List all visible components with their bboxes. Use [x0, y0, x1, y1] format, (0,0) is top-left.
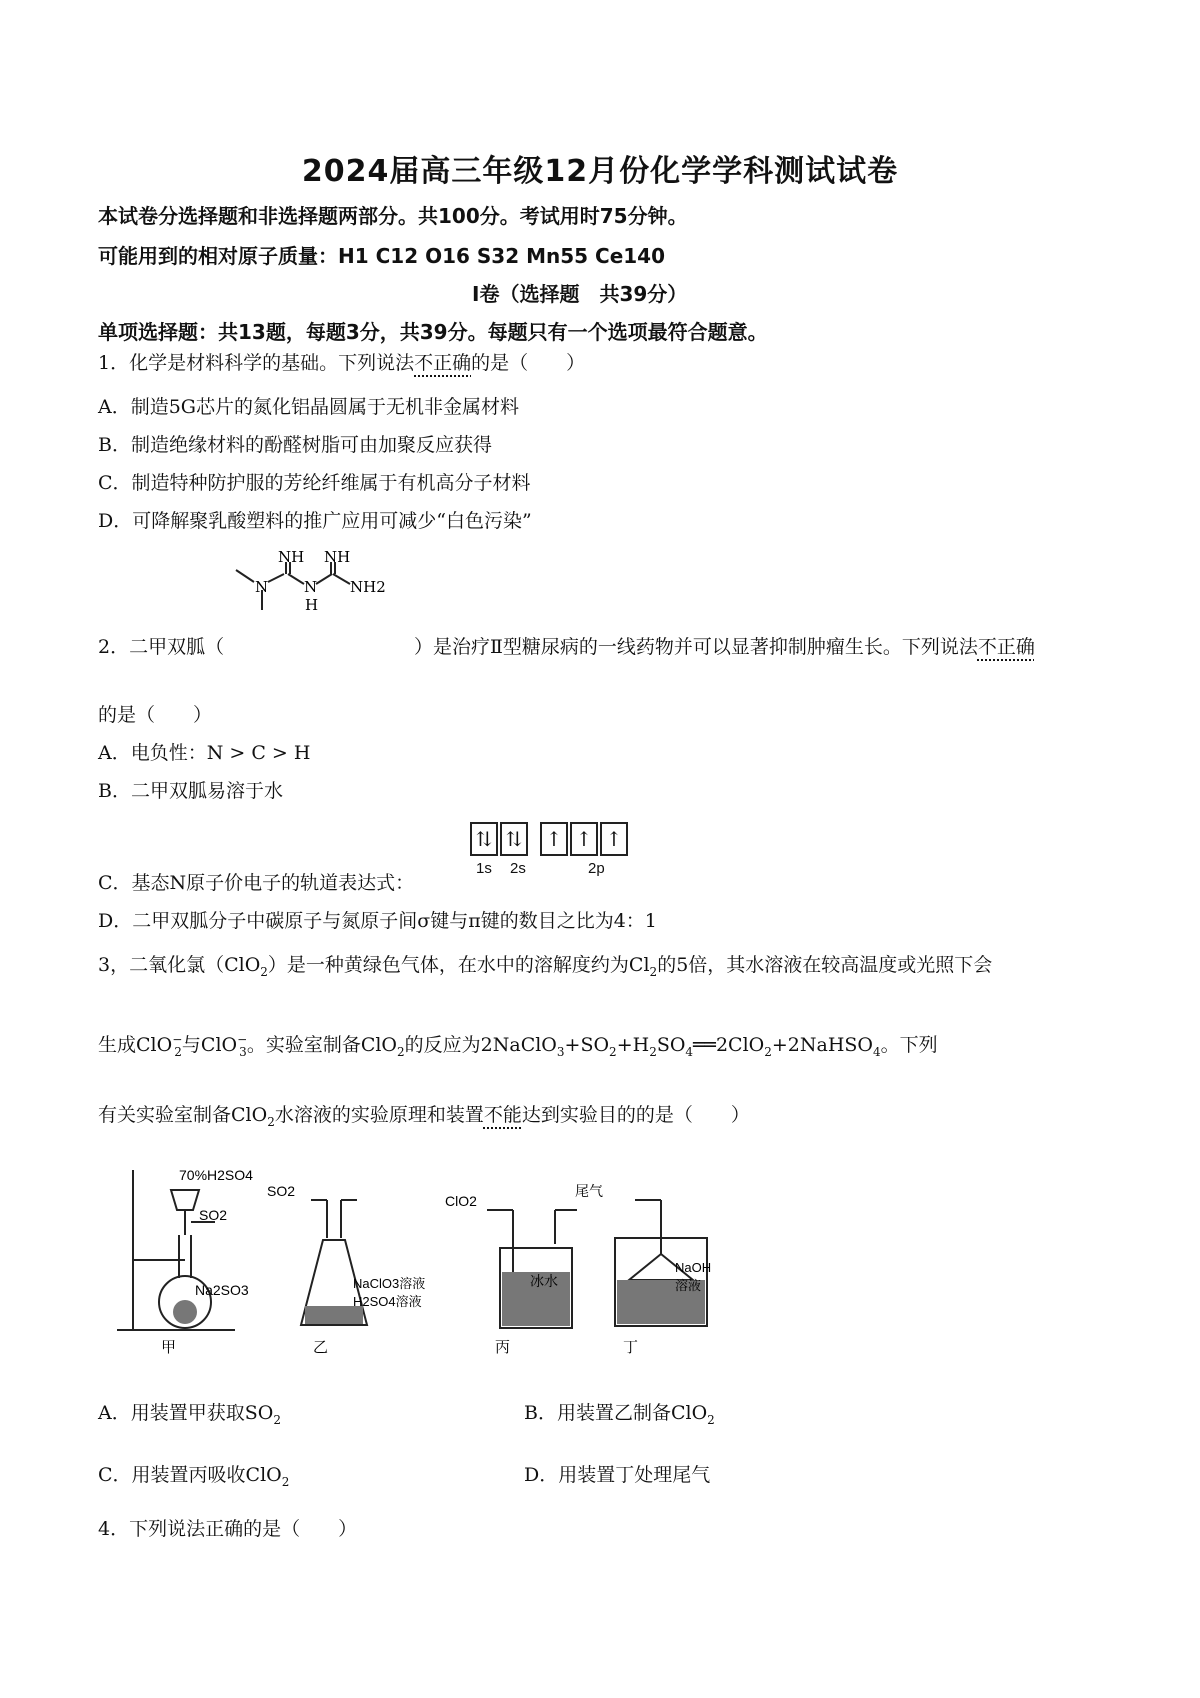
label-naclo3: NaClO3溶液 — [353, 1276, 426, 1291]
label-bing-clo2: ClO2 — [445, 1193, 477, 1209]
orbital-label-2s: 2s — [510, 860, 526, 877]
mol-nh2: NH2 — [350, 578, 386, 596]
q3-option-a: A．用装置甲获取$SO_2$ — [98, 1402, 281, 1427]
mol-nh-1: NH — [278, 548, 305, 566]
q1-option-a: A．制造5G芯片的氮化铝晶圆属于无机非金属材料 — [98, 396, 519, 418]
label-na2so3: Na2SO3 — [195, 1282, 249, 1298]
label-bing: 丙 — [495, 1339, 511, 1356]
orbital-label-2p: 2p — [588, 860, 605, 877]
q3-option-d: D．用装置丁处理尾气 — [524, 1464, 711, 1486]
orbital-2s-box: ⇅ — [500, 822, 528, 856]
orbital-label-1s: 1s — [476, 860, 492, 877]
q3-line-1: 3，二氧化氯（ClO$_2$）是一种黄绿色气体，在水中的溶解度约为$Cl_2$的5倍，其水溶液在较高温度或光照下会 — [98, 954, 993, 979]
label-h2so4-sol: H2SO4溶液 — [353, 1294, 422, 1309]
q3-line-2: 生成ClO−$_2$与ClO−$_3$。实验室制备ClO$_2$的反应为$2NaClO_3+SO_2+H_2SO_4══2ClO_2+2NaHSO_4$。下列 — [98, 1032, 938, 1059]
orbital-1s-box: ⇅ — [470, 822, 498, 856]
label-jia-so2: SO2 — [199, 1207, 228, 1223]
label-naoh-sol: 溶液 — [675, 1278, 702, 1293]
orbital-2p-box-3: ↑ — [600, 822, 628, 856]
label-yi: 乙 — [313, 1339, 329, 1356]
label-naoh: NaOH — [675, 1260, 712, 1275]
label-ice-water: 冰水 — [530, 1273, 558, 1289]
q1-stem: 1．化学是材料科学的基础。下列说法不正确的是（ ） — [98, 352, 586, 374]
label-yi-so2: SO2 — [267, 1183, 296, 1199]
q4-stem: 4．下列说法正确的是（ ） — [98, 1518, 358, 1540]
q3-line-3: 有关实验室制备ClO$_2$水溶液的实验原理和装置不能达到实验目的的是（ ） — [98, 1104, 750, 1129]
page-title: 2024届高三年级12月份化学学科测试试卷 — [301, 154, 899, 189]
orbital-diagram — [470, 822, 630, 877]
q1-option-d: D．可降解聚乳酸塑料的推广应用可减少“白色污染” — [98, 510, 532, 532]
metformin-structure — [232, 548, 412, 637]
q3-option-c: C．用装置丙吸收ClO$_2$ — [98, 1464, 290, 1489]
q2-stem-cont: 的是（ ） — [98, 704, 213, 726]
q1-option-c: C．制造特种防护服的芳纶纤维属于有机高分子材料 — [98, 472, 531, 494]
label-jia: 甲 — [161, 1339, 177, 1356]
label-tail-gas: 尾气 — [575, 1183, 603, 1199]
q1-option-b: B．制造绝缘材料的酚醛树脂可由加聚反应获得 — [98, 434, 492, 456]
q2-stem-pre: 2．二甲双胍（ — [98, 636, 225, 658]
q2-stem: ）是治疗Ⅱ型糖尿病的一线药物并可以显著抑制肿瘤生长。下列说法不正确 — [414, 636, 1035, 658]
q2-option-b: B．二甲双胍易溶于水 — [98, 780, 283, 802]
mol-n-1: N — [255, 578, 269, 596]
mol-h: H — [305, 596, 319, 614]
instructions: 单项选择题：共13题，每题3分，共39分。每题只有一个选项最符合题意。 — [98, 320, 768, 344]
label-ding: 丁 — [623, 1339, 639, 1356]
q2-option-a: A．电负性：N > C > H — [98, 742, 311, 764]
atomic-masses: 可能用到的相对原子质量：H1 C12 O16 S32 Mn55 Ce140 — [98, 244, 666, 268]
section-heading: Ⅰ卷（选择题 共39分） — [472, 282, 688, 306]
exam-info: 本试卷分选择题和非选择题两部分。共100分。考试用时75分钟。 — [98, 204, 688, 228]
orbital-2p-box-1: ↑ — [540, 822, 568, 856]
orbital-2p-box-2: ↑ — [570, 822, 598, 856]
mol-nh-2: NH — [324, 548, 351, 566]
q3-option-b: B．用装置乙制备ClO$_2$ — [524, 1402, 715, 1427]
apparatus-figure — [115, 1160, 795, 1364]
mol-n-2: N — [304, 578, 318, 596]
q2-option-c: C．基态N原子价电子的轨道表达式： — [98, 872, 415, 894]
label-70-h2so4: 70%H2SO4 — [179, 1167, 253, 1183]
q2-option-d: D．二甲双胍分子中碳原子与氮原子间σ键与π键的数目之比为4：1 — [98, 910, 657, 932]
